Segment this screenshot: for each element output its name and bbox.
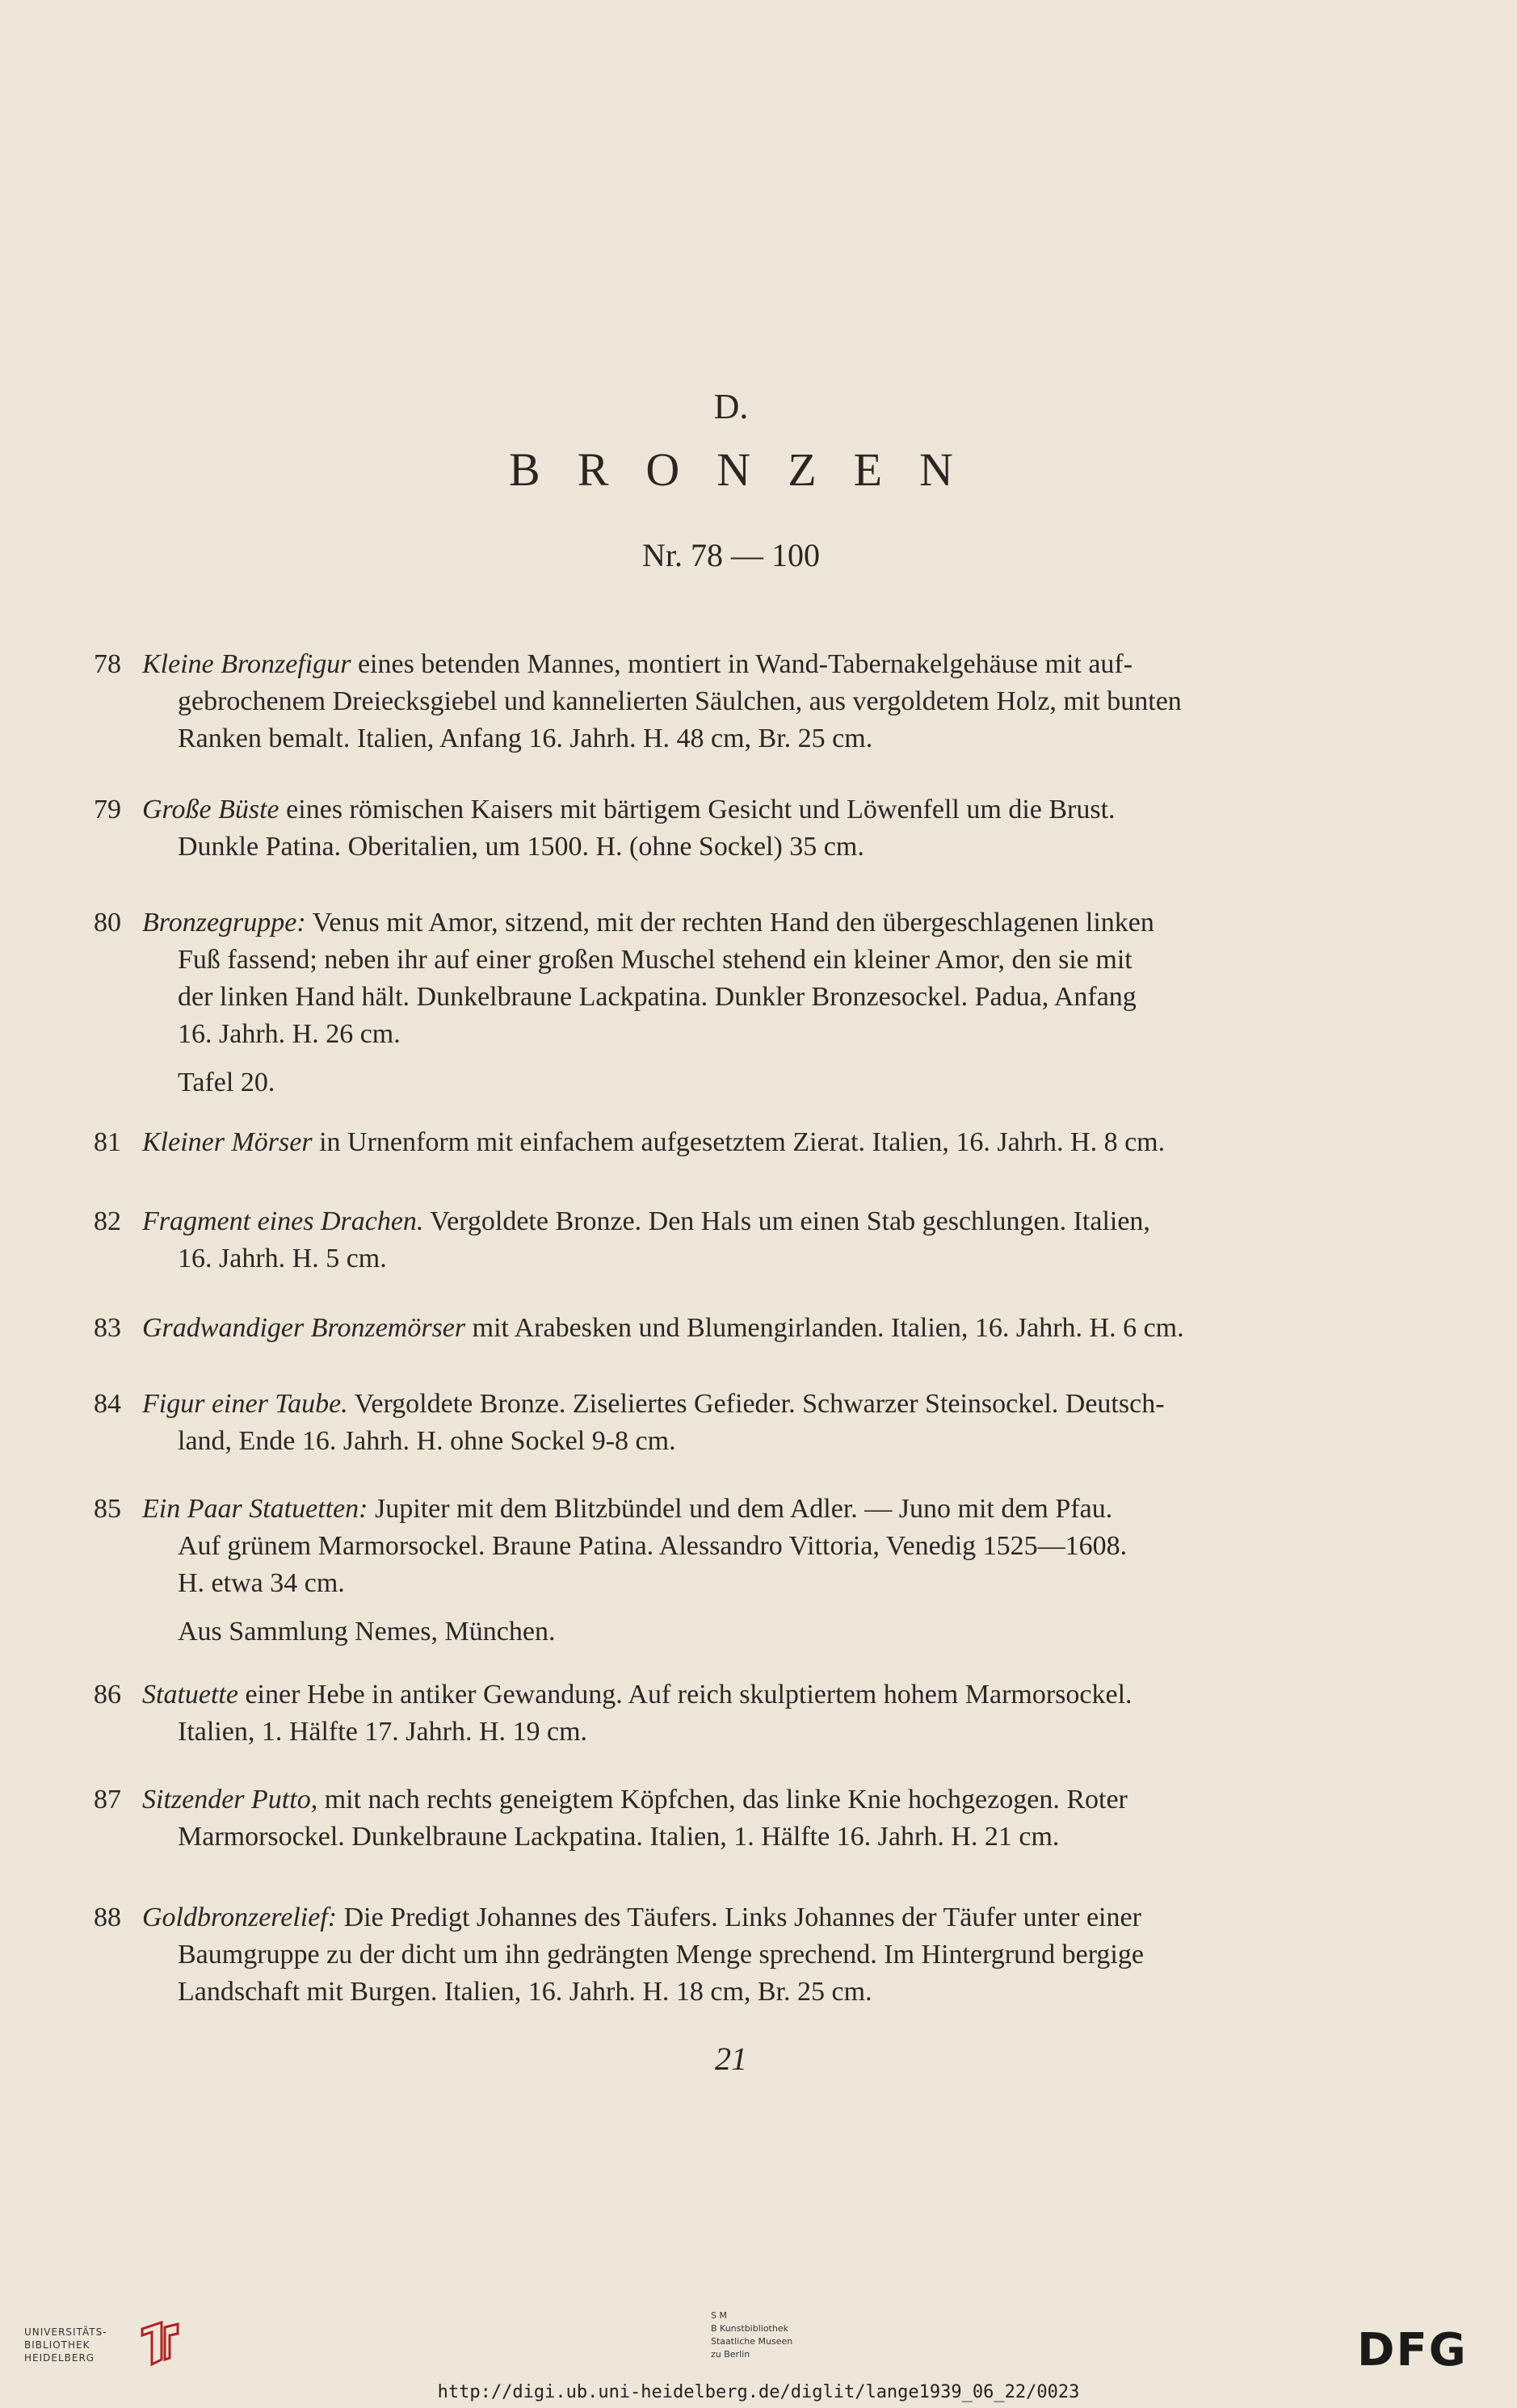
entry-first-line <box>142 1310 1354 1347</box>
entry-title: Statuette <box>142 1680 238 1710</box>
entry-note: Aus Sammlung Nemes, München. <box>178 1617 556 1647</box>
entry-text: Vergoldete Bronze. Den Hals um einen Stab geschlungen. Italien, <box>423 1206 1150 1236</box>
kunstbibliothek-stamp <box>711 2309 792 2361</box>
entry-line: Italien, 1. Hälfte 17. Jahrh. H. 19 cm. <box>178 1717 588 1747</box>
entry-title: Bronzegruppe: <box>142 908 306 938</box>
entry-title: Ein Paar Statuetten: <box>142 1494 368 1524</box>
entry-title: Kleiner Mörser <box>142 1127 313 1157</box>
entry-line: Marmorsockel. Dunkelbraune Lackpatina. Italien, 1. Hälfte 16. Jahrh. H. 21 cm. <box>178 1822 1060 1852</box>
entry-number: 88 <box>94 1902 121 1932</box>
entry-title: Figur einer Taube. <box>142 1389 348 1419</box>
entry-text: Vergoldete Bronze. Ziseliertes Gefieder. Schwarzer Steinsockel. Deutsch- <box>347 1389 1165 1419</box>
library-logo-icon <box>137 2319 186 2368</box>
entry-note: Tafel 20. <box>178 1068 275 1097</box>
entry-text: Jupiter mit dem Blitzbündel und dem Adler. — Juno mit dem Pfau. <box>368 1494 1113 1524</box>
entry-line: H. etwa 34 cm. <box>178 1568 345 1598</box>
entry-number: 79 <box>94 795 121 824</box>
entry-title: Fragment eines Drachen. <box>142 1206 424 1236</box>
entry-first-line <box>142 904 1354 942</box>
entry-text: mit Arabesken und Blumengirlanden. Italien, 16. Jahrh. H. 6 cm. <box>465 1313 1184 1343</box>
entry-number: 80 <box>94 908 121 938</box>
entry-text: Die Predigt Johannes des Täufers. Links Johannes der Täufer unter einer <box>337 1902 1141 1932</box>
entry-line: Landschaft mit Burgen. Italien, 16. Jahrh. H. 18 cm, Br. 25 cm. <box>178 1977 872 2007</box>
stamp-line: zu Berlin <box>711 2349 750 2360</box>
entry-number: 78 <box>94 649 121 679</box>
entry-first-line <box>142 1491 1354 1528</box>
entry-number: 86 <box>94 1680 121 1710</box>
entry-number: 84 <box>94 1389 121 1419</box>
entry-line: 16. Jahrh. H. 26 cm. <box>178 1019 401 1049</box>
entry-line: Baumgruppe zu der dicht um ihn gedrängten Menge sprechend. Im Hintergrund bergige <box>178 1940 1144 1970</box>
section-title: BRONZEN <box>509 443 990 496</box>
entry-title: Goldbronzerelief: <box>142 1902 338 1932</box>
dfg-logo: DFG <box>1357 2324 1468 2377</box>
entry-line: der linken Hand hält. Dunkelbraune Lackpatina. Dunkler Bronzesockel. Padua, Anfang <box>178 982 1137 1012</box>
library-name-line: HEIDELBERG <box>24 2352 95 2364</box>
entry-number: 85 <box>94 1494 121 1524</box>
stamp-line: B Kunstbibliothek <box>711 2323 788 2334</box>
library-name-line: UNIVERSITÄTS- <box>24 2326 107 2338</box>
entry-text: in Urnenform mit einfachem aufgesetztem Zierat. Italien, 16. Jahrh. H. 8 cm. <box>312 1127 1166 1157</box>
section-range: Nr. 78 — 100 <box>642 537 820 573</box>
entry-first-line <box>142 1899 1354 1936</box>
entry-first-line <box>142 1203 1354 1240</box>
entry-title: Große Büste <box>142 795 279 824</box>
entry-first-line <box>142 1676 1354 1714</box>
entry-line: 16. Jahrh. H. 5 cm. <box>178 1244 387 1273</box>
entry-text: einer Hebe in antiker Gewandung. Auf reich skulptiertem hohem Marmorsockel. <box>237 1680 1132 1710</box>
entry-line: Dunkle Patina. Oberitalien, um 1500. H. (ohne Sockel) 35 cm. <box>178 832 864 862</box>
library-name-line: BIBLIOTHEK <box>24 2339 90 2351</box>
stamp-line: Staatliche Museen <box>711 2336 793 2347</box>
entry-title: Gradwandiger Bronzemörser <box>142 1313 466 1343</box>
source-url-link[interactable]: http://digi.ub.uni-heidelberg.de/diglit/lange1939_06_22/0023 <box>437 2382 1080 2402</box>
entry-first-line <box>142 646 1354 683</box>
entry-first-line <box>142 791 1354 829</box>
entry-title: Sitzender Putto, <box>142 1785 318 1814</box>
entry-text: eines römischen Kaisers mit bärtigem Gesicht und Löwenfell um die Brust. <box>279 795 1116 824</box>
entry-number: 87 <box>94 1785 121 1814</box>
entry-number: 81 <box>94 1127 121 1157</box>
entry-line: Ranken bemalt. Italien, Anfang 16. Jahrh. H. 48 cm, Br. 25 cm. <box>178 724 873 753</box>
entry-first-line <box>142 1124 1354 1161</box>
section-letter: D. <box>713 387 749 426</box>
entry-text: eines betenden Mannes, montiert in Wand-Tabernakelgehäuse mit auf- <box>351 649 1133 679</box>
entry-line: gebrochenem Dreiecksgiebel und kannelierten Säulchen, aus vergoldetem Holz, mit bunten <box>178 686 1182 716</box>
entry-text: Venus mit Amor, sitzend, mit der rechten Hand den übergeschlagenen linken <box>305 908 1154 938</box>
page-number: 21 <box>715 2041 747 2077</box>
entry-first-line <box>142 1781 1354 1819</box>
stamp-line: S M <box>711 2310 727 2321</box>
entry-line: Auf grünem Marmorsockel. Braune Patina. Alessandro Vittoria, Venedig 1525—1608. <box>178 1531 1128 1561</box>
entry-number: 83 <box>94 1313 121 1343</box>
library-name <box>24 2326 107 2364</box>
entry-title: Kleine Bronzefigur <box>142 649 351 679</box>
entry-text: mit nach rechts geneigtem Köpfchen, das linke Knie hochgezogen. Roter <box>317 1785 1128 1814</box>
entry-line: Fuß fassend; neben ihr auf einer großen Muschel stehend ein kleiner Amor, den sie mit <box>178 945 1132 975</box>
entry-first-line <box>142 1386 1354 1423</box>
entry-number: 82 <box>94 1206 121 1236</box>
entry-line: land, Ende 16. Jahrh. H. ohne Sockel 9-8 cm. <box>178 1426 676 1456</box>
